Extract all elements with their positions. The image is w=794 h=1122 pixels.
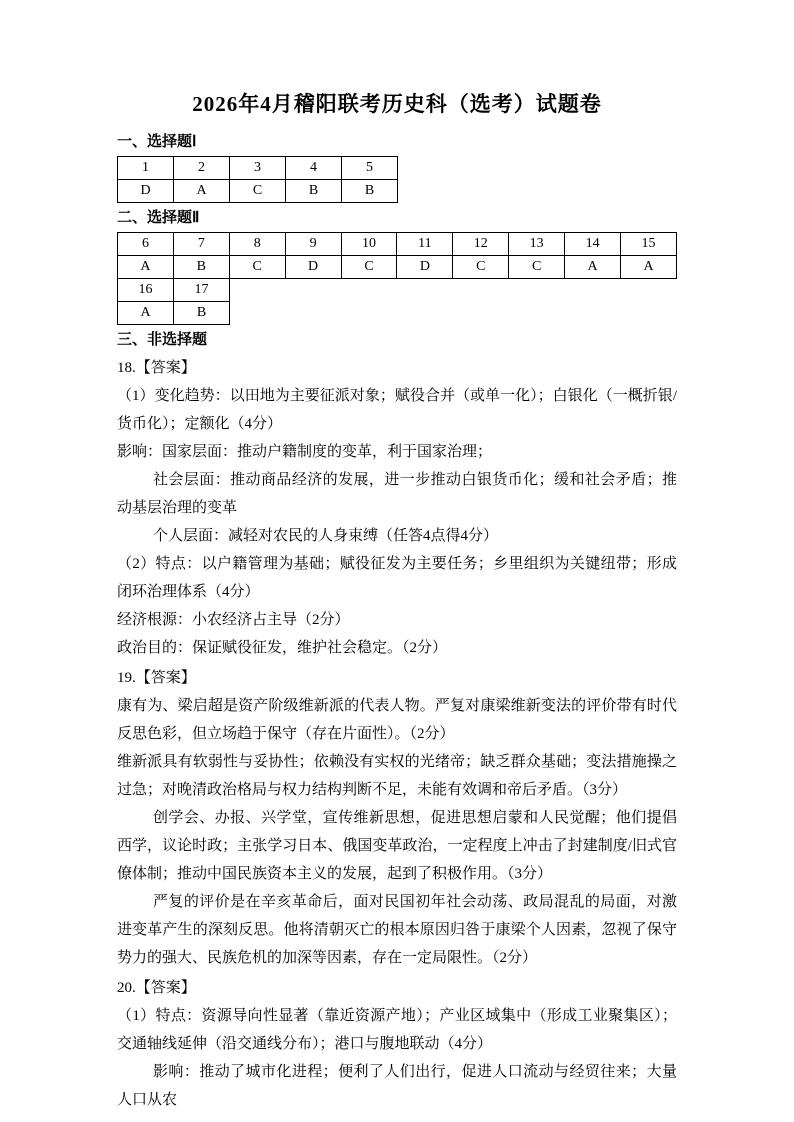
answer-paragraph: 社会层面：推动商品经济的发展，进一步推动白银货币化；缓和社会矛盾；推动基层治理的变革 [117, 472, 677, 516]
answer-paragraph: （1）变化趋势：以田地为主要征派对象；赋役合并（或单一化）；白银化（一概折银/货币化）；定额化（4分） [117, 388, 677, 432]
question19-label: 19.【答案】 [117, 670, 196, 686]
question-number-cell: 5 [342, 157, 398, 180]
question-number-cell: 11 [397, 233, 453, 256]
answer-cell: B [286, 180, 342, 203]
question-number-cell: 14 [565, 233, 621, 256]
answer-paragraph: （2）特点：以户籍管理为基础；赋役征发为主要任务；乡里组织为关键纽带；形成闭环治理体系（4分） [117, 556, 677, 600]
answer-table-1 [117, 156, 398, 203]
table-row [118, 279, 230, 302]
table-row [118, 233, 677, 256]
question-number-cell: 1 [118, 157, 174, 180]
answer-cell: D [118, 180, 174, 203]
question-number-cell: 2 [174, 157, 230, 180]
question-number-cell: 15 [621, 233, 677, 256]
question-number-cell: 13 [509, 233, 565, 256]
answer-cell: A [565, 256, 621, 279]
answer-paragraph: （1）特点：资源导向性显著（靠近资源产地）；产业区域集中（形成工业聚集区）；交通轴线延伸（沿交通线分布）；港口与腹地联动（4分） [117, 1008, 677, 1052]
answer-cell: A [174, 180, 230, 203]
answer-cell: C [453, 256, 509, 279]
answer-table-2-continued [117, 278, 230, 325]
section3-heading: 三、非选择题 [117, 332, 208, 348]
question18-label: 18.【答案】 [117, 360, 196, 376]
answer-cell: D [285, 256, 341, 279]
question20-label: 20.【答案】 [117, 980, 196, 996]
answer-cell: B [174, 302, 230, 325]
question-number-cell: 3 [230, 157, 286, 180]
answer-cell: C [509, 256, 565, 279]
answer-cell: A [621, 256, 677, 279]
table-row [118, 302, 230, 325]
answer-paragraph: 维新派具有软弱性与妥协性；依赖没有实权的光绪帝；缺乏群众基础；变法措施操之过急；对晚清政治格局与权力结构判断不足，未能有效调和帝后矛盾。（3分） [117, 754, 677, 798]
answer-cell: B [173, 256, 229, 279]
answer-table-2 [117, 232, 677, 279]
answer-cell: A [118, 302, 174, 325]
question-number-cell: 8 [229, 233, 285, 256]
answer-cell: C [341, 256, 397, 279]
answer-cell: C [229, 256, 285, 279]
question-number-cell: 12 [453, 233, 509, 256]
answer-paragraph: 个人层面：减轻对农民的人身束缚（任答4点得4分） [153, 528, 499, 544]
question-number-cell: 16 [118, 279, 174, 302]
answer-paragraph: 影响：推动了城市化进程；便利了人们出行，促进人口流动与经贸往来；大量人口从农 [117, 1064, 677, 1108]
question-number-cell: 9 [285, 233, 341, 256]
answer-cell: B [342, 180, 398, 203]
table-row [118, 180, 398, 203]
question-number-cell: 4 [286, 157, 342, 180]
question-number-cell: 17 [174, 279, 230, 302]
answer-paragraph: 政治目的：保证赋役征发，维护社会稳定。（2分） [117, 640, 448, 656]
section1-heading: 一、选择题Ⅰ [117, 134, 197, 150]
section2-heading: 二、选择题Ⅱ [117, 210, 200, 226]
answer-paragraph: 严复的评价是在辛亥革命后，面对民国初年社会动荡、政局混乱的局面，对激进变革产生的深刻反思。他将清朝灭亡的根本原因归咎于康梁个人因素，忽视了保守势力的强大、民族危机的加深等因素，存在一定局限性。（2分） [117, 894, 677, 966]
question-number-cell: 7 [173, 233, 229, 256]
answer-paragraph: 影响：国家层面：推动户籍制度的变革，利于国家治理； [117, 444, 493, 460]
question-number-cell: 10 [341, 233, 397, 256]
answer-cell: D [397, 256, 453, 279]
answer-paragraph: 创学会、办报、兴学堂，宣传维新思想，促进思想启蒙和人民觉醒；他们提倡西学，议论时政；主张学习日本、俄国变革政治，一定程度上冲击了封建制度/旧式官僚体制；推动中国民族资本主义的发展，起到了积极作用。（3分） [117, 810, 677, 882]
table-row [118, 256, 677, 279]
page-title: 2026年4月稽阳联考历史科（选考）试题卷 [192, 92, 602, 116]
answer-paragraph: 康有为、梁启超是资产阶级维新派的代表人物。严复对康梁维新变法的评价带有时代反思色彩，但立场趋于保守（存在片面性）。（2分） [117, 698, 677, 742]
table-row [118, 157, 398, 180]
answer-cell: C [230, 180, 286, 203]
free-response-answers [117, 354, 677, 1114]
question-number-cell: 6 [118, 233, 174, 256]
answer-cell: A [118, 256, 174, 279]
answer-paragraph: 经济根源：小农经济占主导（2分） [117, 612, 350, 628]
